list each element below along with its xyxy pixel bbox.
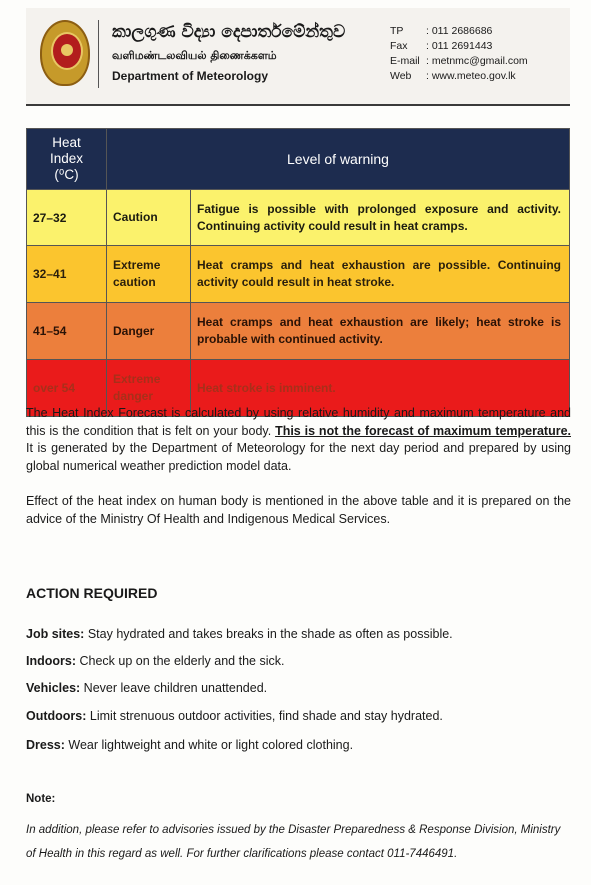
table-header-row	[27, 129, 570, 190]
warning-description: Heat cramps and heat exhaustion are possible. Continuing activity could result in heat stroke.	[191, 246, 570, 303]
heat-range: 27–32	[27, 190, 107, 246]
action-item-dress: Dress: Wear lightweight and white or light colored clothing.	[26, 738, 354, 752]
action-required-heading: ACTION REQUIRED	[26, 585, 158, 601]
action-item-indoors: Indoors: Check up on the elderly and the sick.	[26, 654, 285, 668]
warning-level: Extreme danger	[107, 360, 191, 417]
column-header-level-of-warning: Level of warning	[107, 129, 570, 190]
contact-web: Web : www.meteo.gov.lk	[390, 70, 516, 82]
health-advice-paragraph: Effect of the heat index on human body is mentioned in the above table and it is prepared on the advice of the Ministry Of Health and Indigenous Medical Services.	[26, 494, 571, 526]
contact-block	[390, 24, 528, 84]
warning-level: Extreme caution	[107, 246, 191, 303]
heat-index-table	[26, 128, 570, 417]
table-row	[27, 246, 570, 303]
warning-description: Heat stroke is imminent.	[191, 360, 570, 417]
heat-range: 32–41	[27, 246, 107, 303]
department-name-english: Department of Meteorology	[112, 69, 269, 83]
letterhead	[26, 8, 570, 104]
contact-email: E-mail : metnmc@gmail.com	[390, 55, 528, 67]
heat-range: over 54	[27, 360, 107, 417]
action-item-job-sites: Job sites: Stay hydrated and takes breaks in the shade as often as possible.	[26, 627, 453, 641]
contact-fax: Fax : 011 2691443	[390, 40, 493, 52]
header-rule	[26, 104, 570, 106]
action-item-vehicles: Vehicles: Never leave children unattended.	[26, 681, 268, 695]
emblem-shield	[51, 32, 83, 70]
warning-level: Danger	[107, 303, 191, 360]
heat-range: 41–54	[27, 303, 107, 360]
contact-phone: TP : 011 2686686	[390, 25, 493, 37]
table-row	[27, 190, 570, 246]
sri-lanka-emblem-icon	[40, 20, 90, 86]
heat-index-explanation: The Heat Index Forecast is calculated by using relative humidity and maximum temperature and this is the condition that is felt on your body. This is not the forecast of maximum temperature. It is generated by the Department of Meteorology for the next day period and prepared by using global numerical weather prediction model data.	[26, 406, 571, 473]
note-text: In addition, please refer to advisories issued by the Disaster Preparedness & Response Division, Ministry of Health in this regard as well. For further clarifications please contact 011-7446491.	[26, 824, 561, 860]
warning-description: Heat cramps and heat exhaustion are likely; heat stroke is probable with continued activity.	[191, 303, 570, 360]
emphasis-not-max-temperature: This is not the forecast of maximum temperature.	[275, 423, 571, 438]
warning-level: Caution	[107, 190, 191, 246]
action-item-outdoors: Outdoors: Limit strenuous outdoor activities, find shade and stay hydrated.	[26, 709, 443, 723]
department-name-tamil: வளிமண்டலவியல் திணைக்களம்	[112, 49, 277, 62]
note-heading: Note:	[26, 793, 56, 805]
table-row	[27, 303, 570, 360]
department-name-sinhala: කාලගුණ විද්‍යා දෙපාර්තමේන්තුව	[112, 22, 346, 42]
column-header-heat-index: Heat Index (⁰C)	[27, 129, 107, 190]
emblem-lion-icon	[61, 44, 73, 56]
header-divider	[98, 20, 99, 88]
warning-description: Fatigue is possible with prolonged exposure and activity. Continuing activity could result in heat cramps.	[191, 190, 570, 246]
